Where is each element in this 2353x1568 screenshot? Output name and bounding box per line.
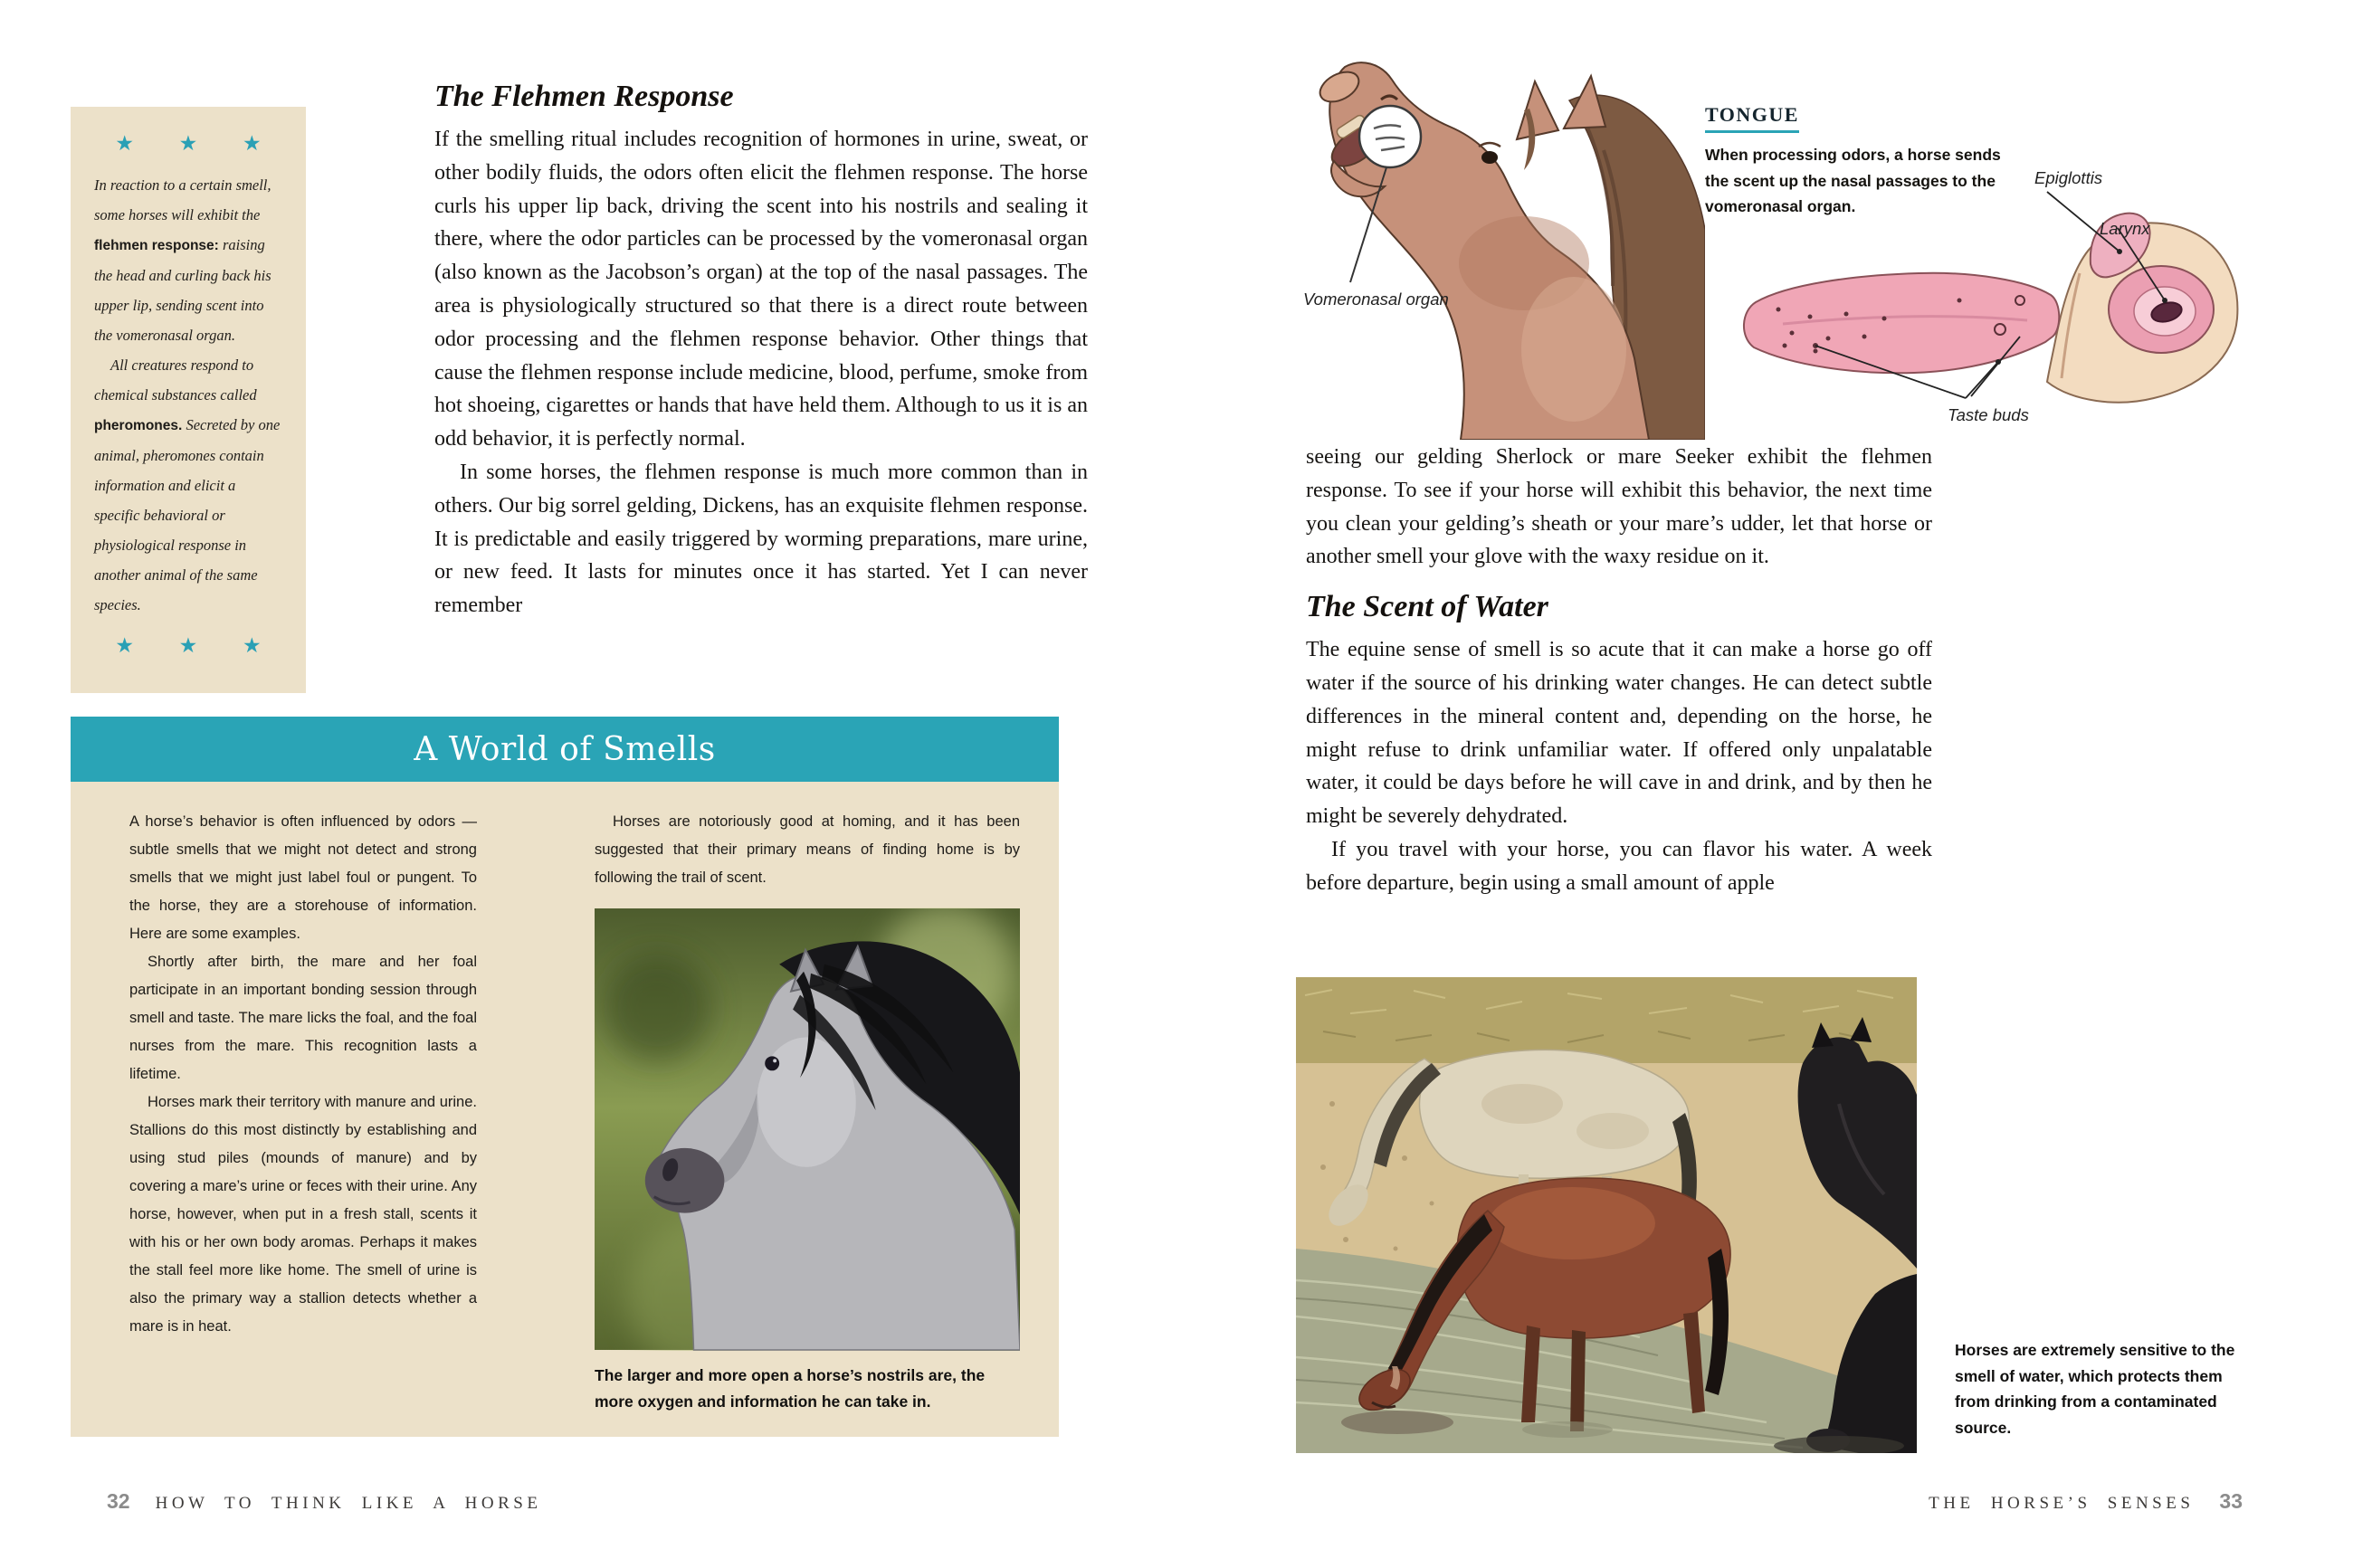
sidebar-paragraph: [94, 170, 284, 350]
horses-drinking-photo: [1296, 977, 1917, 1453]
vomeronasal-organ-label: Vomeronasal organ: [1303, 290, 1449, 309]
article-paragraph: In some horses, the flehmen response is much more common than in others. Our big sorrel gelding, Dickens, has an exquisite flehmen response. It is predictable and easily triggered by worming preparations, mare urine, or new feed. It lasts for minutes once it has started. Yet I can never remember: [434, 460, 1088, 618]
tongue-heading: TONGUE: [1705, 103, 1799, 133]
sidebar-paragraph: [94, 350, 284, 620]
box-paragraph: Horses are notoriously good at homing, and it has been suggested that their primary means of finding home is by following the trail of scent.: [595, 813, 1020, 886]
sidebar-term-pheromones: pheromones.: [94, 418, 183, 433]
sidebar-text-run: All creatures respond to chemical substances called: [94, 356, 257, 404]
watering-hole-scene: [1296, 977, 1917, 1453]
grey-horse-illustration: [595, 908, 1020, 1351]
sidebar-text-run: Secreted by one animal, pheromones contain information and elicit a specific behavioral or physiological response in another animal of the same species.: [94, 416, 281, 613]
grey-horse-photo: [595, 908, 1020, 1351]
tongue-description: When processing odors, a horse sends the scent up the nasal passages to the vomeronasal organ.: [1705, 146, 2001, 215]
article-paragraph: If you travel with your horse, you can flavor his water. A week before departure, begin using a small amount of apple: [1306, 837, 1932, 895]
smells-box-column-2: [595, 808, 1020, 892]
article-paragraph: If the smelling ritual includes recognition of hormones in urine, sweat, or other bodily fluids, the odors often elicit the flehmen response. The horse curls his upper lip back, driving the scent into his nostrils and sealing it there, where the odor particles can be processed by the vomeronasal organ (also known as the Jacobson’s organ) at the top of the nasal passages. The area is physiologically structured so that there is a direct route between odor processing and the flehmen response behavior. Other things that cause the flehmen response include medicine, blood, perfume, smoke from hot shoeing, cigarettes or hands that have held them. Although to us it is an odd behavior, it is perfectly normal.: [434, 128, 1088, 451]
article-paragraph: seeing our gelding Sherlock or mare Seeker exhibit the flehmen response. To see if your horse will exhibit this behavior, the next time you clean your gelding’s sheath or your mare’s udder, let that horse or another smell your glove with the waxy residue on it.: [1306, 445, 1932, 569]
smells-box-header: [71, 717, 1059, 782]
smells-box-column-1: [129, 808, 477, 1341]
flehmen-horse-drawing: [1298, 51, 1705, 440]
running-head-left: HOW TO THINK LIKE A HORSE: [155, 1494, 542, 1513]
sidebar-term-flehmen: flehmen response:: [94, 238, 219, 253]
right-page-footer: [1929, 1489, 2243, 1514]
box-paragraph: Horses mark their territory with manure and urine. Stallions do this most distinctly by establishing and using stud piles (mounds of manure) and by covering a mare’s urine or feces with their urine. Any horse, however, when put in a fresh stall, scents it with his or her own body aromas. Perhaps it makes the stall feel more like home. The smell of urine is also the primary way a stallion detects whether a mare is in heat.: [129, 1094, 477, 1335]
star-divider-icon: ★ ★ ★: [115, 634, 262, 657]
tongue-illustration: [1729, 165, 2262, 427]
right-article-column: [1306, 441, 1932, 900]
sidebar-text-run: In reaction to a certain smell, some horses will exhibit the: [94, 176, 272, 223]
page-number-left: 32: [107, 1489, 130, 1513]
sidebar-text-run: raising the head and curling back his upper lip, sending scent into the vomeronasal organ.: [94, 236, 272, 344]
page-number-right: 33: [2219, 1489, 2243, 1513]
section-heading-scent-of-water: The Scent of Water: [1306, 590, 1548, 624]
section-heading-flehmen: The Flehmen Response: [434, 80, 734, 113]
box-paragraph: A horse’s behavior is often influenced by odors — subtle smells that we might not detect and strong smells that we might just label foul or pungent. To the horse, they are a storehouse of information. Here are some examples.: [129, 813, 477, 942]
smells-box-title: A World of Smells: [414, 730, 716, 768]
left-page-footer: [107, 1489, 541, 1514]
running-head-right: THE HORSE’S SENSES: [1929, 1494, 2195, 1513]
horse-head-illustration: [1298, 51, 1705, 440]
grey-horse-photo-caption: The larger and more open a horse’s nostrils are, the more oxygen and information he can take in.: [595, 1366, 986, 1411]
box-paragraph: Shortly after birth, the mare and her foal participate in an important bonding session through smell and taste. The mare licks the foal, and the foal nurses from the mare. This recognition lasts a lifetime.: [129, 954, 477, 1082]
larynx-label: Larynx: [2100, 219, 2150, 238]
tongue-drawing: [1729, 165, 2262, 427]
water-photo-caption: Horses are extremely sensitive to the smell of water, which protects them from drinking from a contaminated source.: [1955, 1341, 2235, 1437]
epiglottis-label: Epiglottis: [2034, 168, 2103, 187]
star-divider-icon: ★ ★ ★: [115, 132, 262, 155]
article-paragraph: The equine sense of smell is so acute that it can make a horse go off water if the source of his drinking water changes. He can detect subtle differences in the mineral content and, depending on the horse, he might refuse to drink unfamiliar water. If offered only unpalatable water, it could be days before he will cave in and drink, and by then he might be severely dehydrated.: [1306, 638, 1932, 829]
sidebar-note-box: [71, 107, 306, 693]
left-article-column: [434, 78, 1088, 622]
taste-buds-label: Taste buds: [1948, 405, 2029, 424]
